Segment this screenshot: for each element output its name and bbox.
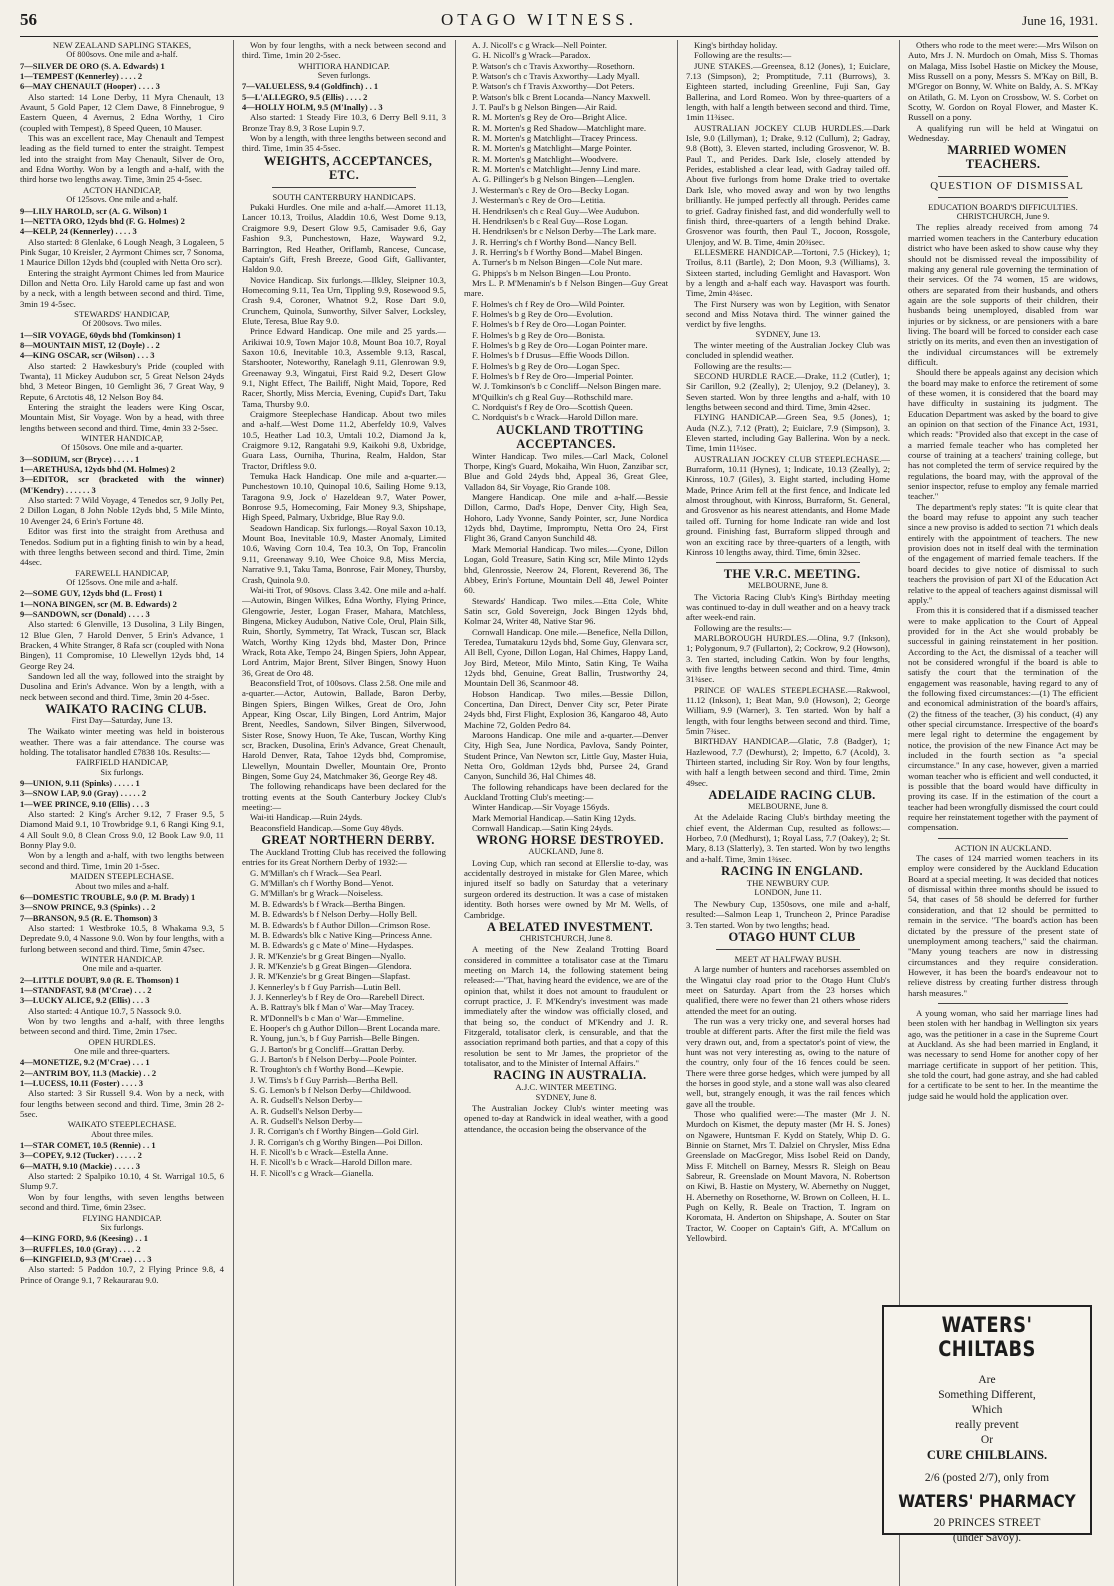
paragraph: J. J. Kennerley's b f Rey de Oro—Rarebell Direct. <box>250 991 425 1002</box>
race-result: 4—MONETIZE, 9.2 (M'Crae) . . . 1 <box>20 1057 150 1068</box>
paragraph: M. B. Edwards's g c Mate o' Mine—Hydaspes. <box>250 940 414 951</box>
paragraph: R. M. Morten's g Red Shadow—Matchlight mare. <box>472 122 647 133</box>
paragraph: J. R. Herring's b f Worthy Bond—Mabel Bingen. <box>472 246 643 257</box>
subheading: CHRISTCHURCH, June 9. <box>956 212 1050 222</box>
race-result: 4—KING FORD, 9.6 (Keesing) . . 1 <box>20 1233 148 1244</box>
paragraph: This was an excellent race, May Chenault and Tempest leading as the field turned to enter the straight. Tempest led into the straight from May Chenault, Silver de Oro, and Edna Worthy. Won by a length and a-half, with the third horse two lengths away. Time, 3min 25 4-5sec. <box>20 133 224 185</box>
race-result: 7—BRANSON, 9.5 (R. E. Thomson) 3 <box>20 912 158 923</box>
paragraph: Also started: 4 Antique 10.7, 5 Nassock 9.0. <box>28 1005 182 1016</box>
headline: THE V.R.C. MEETING. <box>723 567 861 582</box>
paragraph: Won by a length, with three lengths between second and third. Time, 1min 35 4-5sec. <box>242 133 446 154</box>
paragraph: R. M. Morten's g Matchlight—Tracey Princess. <box>472 133 638 144</box>
paragraph: A. R. Gudsell's Nelson Derby— <box>250 1105 363 1116</box>
subheading: Of 150sovs. One mile and a-quarter. <box>61 443 183 453</box>
section-heading: MAIDEN STEEPLECHASE. <box>70 871 174 882</box>
paragraph: H. F. Nicoll's b c Wrack—Estella Anne. <box>250 1147 389 1158</box>
paragraph: Won by four lengths, with a neck between second and third. Time, 1min 20 2-5sec. <box>242 40 446 61</box>
paragraph: R. M. Morten's g Rey de Oro—Bright Alice. <box>472 112 628 123</box>
paragraph: M. B. Edwards's b f Nelson Derby—Holly Bell. <box>250 909 418 920</box>
newspaper-title: OTAGO WITNESS. <box>441 10 637 29</box>
paragraph: Cornwall Handicap.—Satin King 24yds. <box>472 823 614 834</box>
subheading: Seven furlongs. <box>317 71 371 81</box>
headline: OTAGO HUNT CLUB <box>728 929 856 944</box>
race-result: 9—SANDOWN, scr (Donald) . . . . 3 <box>20 608 150 619</box>
paragraph: J. Westerman's c Rey de Oro—Becky Logan. <box>472 184 630 195</box>
ad-line: Which <box>971 1404 1003 1416</box>
column-divider <box>233 40 234 1586</box>
paragraph: J. Kennerley's b f Guy Parrish—Lutin Bell. <box>250 981 401 992</box>
column-4 <box>686 40 890 1586</box>
race-result: 2—SOME GUY, 12yds bhd (L. Frost) 1 <box>20 588 163 599</box>
headline: WEIGHTS, ACCEPTANCES, ETC. <box>263 153 433 182</box>
race-result: 7—SILVER DE ORO (S. A. Edwards) 1 <box>20 60 165 71</box>
paragraph: M'Quilkin's ch g Real Guy—Rothschild mare. <box>472 391 633 402</box>
paragraph: C. Nordquist's f Rey de Oro—Scottish Queen. <box>472 402 633 413</box>
paragraph: G. M'Millan's br g Wrack—Noiseless. <box>250 888 383 899</box>
race-result: 1—NONA BINGEN, scr (M. B. Edwards) 2 <box>20 598 177 609</box>
subheading: SYDNEY, June 8. <box>535 1092 597 1102</box>
race-result: 1—SIR VOYAGE, 60yds bhd (Tomkinson) 1 <box>20 329 182 340</box>
paragraph: P. Watson's ch c Travis Axworthy—Lady Myall. <box>472 71 640 82</box>
paragraph: Sandown led all the way, followed into the straight by Dusolina and Erin's Advance. Won by a length, with a neck between second and third. Time, 3min 20 4-5sec. <box>20 670 224 702</box>
paragraph: Entering the straight the leaders were King Oscar, Mountain Mist, Sir Voyage. Won by a head, with three lengths between second and third. Time, 4min 33 2-5sec. <box>20 402 224 433</box>
subheading: One mile and a-quarter. <box>82 964 162 974</box>
race-result: 3—LUCKY ALICE, 9.2 (Ellis) . . . 3 <box>20 995 150 1006</box>
paragraph: P. Watson's ch f Travis Axworthy—Dot Peters. <box>472 81 635 92</box>
subheading: Of 800sovs. One mile and a-half. <box>66 50 178 60</box>
section-heading: ACTON HANDICAP, <box>82 184 162 195</box>
paragraph: A young woman, who said her marriage lines had been stolen with her handbag in Wellington six years ago, was the petitioner in a case in the Supreme Court at Auckland. As she had been married in England, it was necessary to send Home for another copy of her marriage certificate in support of her petition. This, she told the court, had gone astray, and she had cabled for a certificate to be sent to her. In the meantime the judge said he would hold the application over. <box>908 1007 1098 1101</box>
paragraph: Also started: 2 King's Archer 9.12, 7 Fraser 9.5, 5 Diamond Maid 9.1, 10 Trowbridge 9.1, 6 Rangi King 9.1, 4 All Soult 9.0, 8 Clean Cross 9.0, 12 Book Law 9.0, 11 Bonny Play 9.0. <box>20 809 224 851</box>
subheading: MELBOURNE, June 8. <box>747 802 829 812</box>
race-result: 1—STANDFAST, 9.8 (M'Crae) . . . 2 <box>20 984 152 995</box>
paragraph: R. Troughton's ch f Worthy Bond—Kewpie. <box>250 1064 404 1075</box>
paragraph: R. M. Morten's c Matchlight—Jenny Lind mare. <box>472 164 641 175</box>
paragraph: A. Turner's b m Nelson Bingen—Cole Nut mare. <box>472 257 643 268</box>
section-heading: A.J.C. WINTER MEETING. <box>515 1082 617 1093</box>
race-result: 1—WEE PRINCE, 9.10 (Ellis) . . . 3 <box>20 798 150 809</box>
section-heading: OPEN HURDLES. <box>88 1036 156 1047</box>
race-result: 3—SODIUM, scr (Bryce) . . . . . 1 <box>20 453 140 464</box>
paragraph: Winter Handicap.—Sir Voyage 156yds. <box>472 802 610 813</box>
paragraph: M. B. Edwards's b f Author Dillon—Crimson Rose. <box>250 919 431 930</box>
paragraph: W. J. Tomkinson's b c Concliff—Nelson Bingen mare. <box>472 381 662 392</box>
paragraph: Also started: 14 Lone Derby, 11 Myra Chenault, 13 Avaunt, 5 Gold Paper, 12 Clem Dawe, 8 Finnebrogue, 9 Eastern Queen, 4 Avernus, 2 Edna Worthy, 1 Ciro (coupled with Tempest), 8 Speed Queen, 10 Mauser. <box>20 91 224 133</box>
section-heading: WHITIORA HANDICAP. <box>298 60 390 71</box>
section-heading: FLYING HANDICAP. <box>82 1212 162 1223</box>
paragraph: A. J. Nicoll's c g Wrack—Nell Pointer. <box>472 40 607 50</box>
column-1 <box>20 40 224 1586</box>
paragraph: Also started: 2 Spalpiko 10.10, 4 St. Warrigal 10.5, 6 Slump 9.7. <box>20 1171 224 1192</box>
paragraph: The Newbury Cup, 1350sovs, one mile and a-half, resulted:—Salmon Leap 1, Truncheon 2, Prince Paradise 3. Ten started. Won by two lengths; head. <box>686 898 890 930</box>
ad-title: WATERS' CHILTABS <box>938 1313 1036 1361</box>
race-result: 3—SNOW PRINCE, 9.3 (Spinks) . . 2 <box>20 902 156 913</box>
paragraph: F. Holmes's b f Rey de Oro—Logan Pointer. <box>472 319 627 330</box>
paragraph: F. Holmes's b g Rey de Oro—Bonista. <box>472 329 606 340</box>
headline: WRONG HORSE DESTROYED. <box>476 833 664 848</box>
paragraph: Also started: 2 Hawkesbury's Pride (coupled with Twanta), 11 Mickey Audubon scr, 5 Great Nelson 24yds bhd, 3 Meteor Bingen, 10 Gemlight 36, 7 Great Way, 9 Repute, 6 Arctotis 48, 12 Nelson Boy 84. <box>20 360 224 402</box>
paragraph: The Victoria Racing Club's King's Birthday meeting was continued to-day in dull weather and on a heavy track after week-end rain. <box>686 591 890 623</box>
paragraph: G. J. Barton's b f Nelson Derby—Poole Pointer. <box>250 1053 417 1064</box>
race-result: 3—SNOW LAP, 9.0 (Gray) . . . . . 2 <box>20 788 147 799</box>
paragraph: Beaconsfield Handicap.—Some Guy 48yds. <box>250 822 404 833</box>
section-heading: SOUTH CANTERBURY HANDICAPS. <box>272 191 416 202</box>
paragraph: F. Holmes's b g Rey de Oro—Logan Pointer mare. <box>472 339 648 350</box>
race-result: 4—KING OSCAR, scr (Wilson) . . . 3 <box>20 350 155 361</box>
paragraph: F. Holmes's b g Rey de Oro—Logan Spec. <box>472 360 620 371</box>
paragraph: H. Hendriksen's ch c Real Guy—Wee Audubon. <box>472 205 640 216</box>
race-result: 1—NETTA ORO, 12yds bhd (F. G. Holmes) 2 <box>20 215 185 226</box>
paragraph: The Australian Jockey Club's winter meeting was opened to-day at Randwick in ideal weather, with a good attendance, the occasion being the observance of the <box>464 1103 668 1134</box>
paragraph: Beaconsfield Trot, of 100sovs. Class 2.58. One mile and a-quarter.—Actor, Autowin, Ballade, Baron Derby, Bingen Spiers, Bingen Wilkes, Great de Oro, John Appear, King Oscar, Lily Bingen, Lord Antrim, Major Brent, Needles, Sandown, Silver Bingen, Silverwood, Sister Rose, Snowy Huon, Te Ake, Tuscan, Worthy King scr, Bracken, Dusolina, Erin's Advance, Great Chenault, Harold Denver, Rata, Tahoe 12yds bhd, Compromise, Llewellyn, Mountain Dweller, Mountain Ore, Pronto Bingen, Some Guy 24, Matchmaker 36, George Rey 48. <box>242 677 446 782</box>
paragraph: Craigmore Steeplechase Handicap. About two miles and a-half.—West Dome 11.2, Aberfeldy 10.9, Valves 10.5, Heather Lad 10.3, Umtali 10.2, Diamond Ja k, Craigmore 9.12, Rangatahi 9.9, Kaikohi 9.8, Uxbridge, Guara Lass, Ourniha, Thurina, Realm, Haldon, Star Tractor, Driftless 9.0. <box>242 409 446 471</box>
subheading: AUCKLAND, June 8. <box>528 847 604 857</box>
ad-line: Something Different, <box>938 1389 1036 1401</box>
paragraph: Loving Cup, which ran second at Ellerslie to-day, was accidentally destroyed in mistake for Glen Maree, which injured itself so badly on Saturday that a veterinary surgeon ordered its destruction. It was a case of mistaken identity. Both horses were owned by Mr M. Wells, of Cambridge. <box>464 857 668 920</box>
paragraph: M. B. Edwards's b f Wrack—Bertha Bingen. <box>250 898 406 909</box>
paragraph: A. R. Gudsell's Nelson Derby— <box>250 1116 363 1127</box>
paragraph: Also started: 1 Steady Fire 10.3, 6 Derry Bell 9.11, 3 Bronze Tray 8.9, 3 Rose Lupin 9.7. <box>242 112 446 133</box>
paragraph: Also started: 1 Westbroke 10.5, 8 Whakama 9.3, 5 Depredate 9.0, 4 Nassone 9.0. Won by four lengths, with a furlong between second and third. Time, 5min 47sec. <box>20 922 224 954</box>
rule <box>938 838 1068 839</box>
paragraph: Those who qualified were:—The master (Mr J. N. Murdoch on Kismet, the deputy master (Mr H. S. Jones) on Ngawere, Huntsman F. Kydd on Stately, Whip D. G. Binnie on Starnet, Mrs T. Dalziel on Chrysler, Miss Edna Greenslade on MacGregor, Miss Isobel Reid on Dandy, Miss F. Mitchell on Barney, Messrs R. Sleigh on Beau Sabreur, R. Greenslade on Mount Mavora, N. Robertson on Kiwi, B. Hastie on Mystery, W. Abernethy on Nugget, H. Abernethy on Rosethorne, W. Brown on Colleen, H. L. Pugh on Kelly, R. Beale on Traction, T. Ingram on Koromata, H. Anderton on Shipshape, A. Souter on Star Tractor, W. Cooper on Captain's Gift, A. M'Callum on Yellowbird. <box>686 1109 890 1244</box>
paragraph: Hobson Handicap. Two miles.—Bessie Dillon, Concertina, Dan Direct, Denver City scr, Peter Pirate 24yds bhd, First Flight, Explosion 36, Kangaroo 48, Auto Machine 72, Golden Pedro 84. <box>464 688 668 730</box>
race-result: 5—L'ALLEGRO, 9.5 (Ellis) . . . . 2 <box>242 91 368 102</box>
paragraph: Pukaki Hurdles. One mile and a-half.—Amoret 11.13, Lancer 10.13, Troilus, Aladdin 10.6, West Dome 9.13, Craigmore 9.9, Desert Glow 9.5, Camisader 9.6, Gay Fashion 9.3, Punchestown, Haze, Wayward 9.2, Barrington, Red Heather, Oriflamb, Rancese, Cuncase, Captain's Gift, Fresh Breeze, Good Gift, Gallivanter, Haldon 9.0. <box>242 202 446 275</box>
paragraph: F. Holmes's b g Rey de Oro—Evolution. <box>472 308 613 319</box>
section-heading: WINTER HANDICAP. <box>80 953 164 964</box>
paragraph: At the Adelaide Racing Club's birthday meeting the chief event, the Alderman Cup, resulted as follows:—Horbeo, 7.0 (Medhurst), 1; Royal Lass, 7.7 (Oakey), 2; St. Mary, 8.13 (Slatterly), 3. Ten started. Won by two lengths and a-half. Time, 3min 1¾sec. <box>686 812 890 864</box>
race-result: 1—ARETHUSA, 12yds bhd (M. Holmes) 2 <box>20 464 176 475</box>
paragraph: Maroons Handicap. One mile and a-quarter.—Denver City, High Sea, June Nordica, Pavlova, Sandy Pointer, Student Prince, Van Newton scr, Little Guy, Master Huia, Netta Oro, Goldman 12yds bhd, Pursee 24, Grand Canyon, Sunchild 36, Hal Chimes 48. <box>464 730 668 782</box>
paragraph: H. Hendriksen's br c Nelson Derby—The Lark mare. <box>472 226 657 237</box>
subheading: LONDON, June 11. <box>754 888 822 898</box>
paragraph: PRINCE OF WALES STEEPLECHASE.—Rakwool, 11.12 (Inkson), 1; Beat Man, 9.0 (Howson), 2; George William, 9.9 (Warner), 3. Ten started. Won by half a length, with four lengths between second and third. Time, 5min 7¾sec. <box>686 684 890 736</box>
race-result: 7—VALUELESS, 9.4 (Goldfinch) . . 1 <box>242 81 379 92</box>
paragraph: G. M'Millan's ch f Worthy Bond—Yenot. <box>250 878 394 889</box>
paragraph: R. M. Morten's g Matchlight—Marge Pointer. <box>472 143 632 154</box>
subheading: About three miles. <box>90 1129 154 1139</box>
paragraph: Mark Memorial Handicap.—Satin King 12yds. <box>472 812 637 823</box>
paragraph: F. Holmes's b f Drusus—Effie Woods Dillon. <box>472 350 630 361</box>
paragraph: H. Hendriksen's b c Real Guy—Rose Logan. <box>472 215 628 226</box>
section-heading: EDUCATION BOARD'S DIFFICULTIES. <box>928 201 1078 212</box>
headline: RACING IN ENGLAND. <box>721 864 863 879</box>
subheading: One mile and three-quarters. <box>74 1047 170 1056</box>
paragraph: Also started: 7 Wild Voyage, 4 Tenedos scr, 9 Jolly Pet, 2 Dillon Logan, 8 John Noble 12yds bhd, 5 Mile Minto, 10 Avenger 24, 6 Erin's Fortune 48. <box>20 495 224 526</box>
rule <box>938 1003 1068 1004</box>
paragraph: From this it is considered that if a dismissed teacher were to make application to the Court of Appeal provided for in the Act she would probably be successful in gaining reinstatement in her position. According to the Act, the dismissal of a teacher will not be considered wrongful if the board is able to satisfy the court that the termination of the engagement was reasonable, having regard to any of the following fixed circumstances:—(1) The efficient and economical administration of the board's affairs, (2) the fitness of the teacher, (3) his conduct, (4) any other special circumstance. Irrespective of the board's mere legal right to determine the engagement by notice, the provision of the new Finance Act may be included in the fourth section as "a special circumstance." In any case, however, given a married woman teacher who is efficient and well conducted, it is possible that the board would have difficulty in proving its case. If in the estimation of the court a teacher had been wrongfully dismissed the court could require her reinstatement together with the payment of compensation. <box>908 605 1098 833</box>
paragraph: J. Westerman's c Rey de Oro—Letitia. <box>472 195 606 206</box>
paragraph: H. F. Nicoll's c g Wrack—Gianella. <box>250 1167 374 1178</box>
ad-note: (under Savoy). <box>952 1532 1022 1544</box>
paragraph: BIRTHDAY HANDICAP.—Glatic, 7.8 (Badger), 1; Hazlewood, 7.7 (Dewhurst), 2; Impetto, 6.7 (Acold), 3. Thirteen started, including Sir Roy. Won by four lengths, with half a length between second and third. Time, 2min 49sec. <box>686 736 890 788</box>
paragraph: The following rehandicaps have been declared for the Auckland Trotting Club's meeting:— <box>464 781 668 803</box>
section-heading: FAREWELL HANDICAP, <box>75 567 169 578</box>
paragraph: Following are the results:— <box>694 360 792 371</box>
paragraph: Won by four lengths, with seven lengths between second and third. Time, 6min 23sec. <box>20 1191 224 1213</box>
paragraph: The replies already received from among 74 married women teachers in the Canterbury education district who have been asked to show cause why they should not be dismissed reveal the impossibility of making any general rule governing the termination of their services. Of the 74 women, 15 are widows, others are separated from their husbands, and others again are the sole supports of their children, their husbands being unemployed, disabled from war injuries or by sickness, or are pensioners with a bare living. The board will be forced to consider each case strictly on its merits, and even then an investigation of the individual circumstances will be extremely difficult. <box>908 222 1098 367</box>
paragraph: J. R. Corrigan's ch g Worthy Bingen—Poi Dillon. <box>250 1136 423 1147</box>
race-result: 1—TEMPEST (Kennerley) . . . . 2 <box>20 71 143 82</box>
rule <box>938 176 1068 177</box>
paragraph: J. R. M'Kenzie's br g Great Bingen—Nyallo. <box>250 950 406 961</box>
paragraph: Following are the results:— <box>694 50 792 61</box>
headline: A BELATED INVESTMENT. <box>487 919 653 934</box>
paragraph: The Waikato winter meeting was held in boisterous weather. There was a fair attendance. The course was holding. The totalisator handled £7838 10s. Results:— <box>20 726 224 758</box>
subheadline: QUESTION OF DISMISSAL <box>930 180 1084 193</box>
paragraph: R. M. Morten's g Matchlight—Woodvere. <box>472 153 618 164</box>
paragraph: Following are the results:— <box>694 622 792 633</box>
section-heading: WAIKATO STEEPLECHASE. <box>67 1119 177 1130</box>
race-result: 2—LITTLE DOUBT, 9.0 (R. E. Thomson) 1 <box>20 974 180 985</box>
ad-address: 20 PRINCES STREET <box>933 1517 1041 1529</box>
headline: MARRIED WOMEN TEACHERS. <box>947 143 1067 172</box>
paragraph: P. Watson's ch c Travis Axworthy—Rosethorn. <box>472 60 635 71</box>
race-result: 6—MATH, 9.10 (Mackie) . . . . . 3 <box>20 1160 141 1171</box>
paragraph: Mrs L. P. M'Menamin's b f Nelson Bingen—Guy Great mare. <box>464 277 668 299</box>
paragraph: Wai-iti Trot, of 90sovs. Class 3.42. One mile and a-half.—Autowin, Bingen Wilkes, Edna Worthy, Flying Prince, Glengowrie, Jester, Logan Fraser, Mahara, Matchless, Bingena, Mickey Audubon, Native Cole, Orul, Plain Silk, Ruin, Shortly, Symmetry, Tat Wrack, Tuscan scr, Black Watch, Worthy King 12yds bhd, Master Don, Prince Wrack, Rota Ake, Tempo 24, Bingen Spiers, John Appear, Lord Antrim, Major Brent, Silver Bingen, Snowy Huon 36, Great de Oro 48. <box>242 584 446 678</box>
paragraph: R. Young, jun.'s, b f Guy Parrish—Belle Bingen. <box>250 1033 420 1044</box>
paragraph: The winter meeting of the Australian Jockey Club was concluded in splendid weather. <box>686 339 890 361</box>
paragraph: The run was a very tricky one, and several horses had trouble at different parts. After the first mile the field was very drawn out, and, from a spectator's point of view, the hunt was not very interesting as, owing to the nature of the country, only four of the 16 fences could be seen. There were three gorse hedges, which were jumped by all the horses in good style, and a stone wall was also cleared well, but, strangely enough, it was the rail fences which gave all the trouble. <box>686 1015 890 1109</box>
paragraph: Won by a length and a-half, with two lengths between second and third. Time, 1min 20 1-5sec. <box>20 850 224 871</box>
paragraph: G. H. Nicoll's g Wrack—Paradox. <box>472 50 591 61</box>
section-heading: ACTION IN AUCKLAND. <box>954 842 1052 853</box>
race-result: 2—ANTRIM BOY, 11.3 (Mackie) . . 2 <box>20 1067 157 1078</box>
paragraph: Won by two lengths and a-half, with three lengths between second and third. Time, 2min 17sec. <box>20 1015 224 1037</box>
subheading: Of 125sovs. One mile and a-half. <box>66 577 178 587</box>
section-heading: THE NEWBURY CUP. <box>746 878 830 889</box>
paragraph: Stewards' Handicap. Two miles.—Etta Cole, White Satin scr, Gold Sovereign, Jock Bingen 12yds bhd, Kolmar 24, Writer 48, Native Star 96. <box>464 595 668 627</box>
paragraph: A large number of hunters and racehorses assembled on the Wingatui clay road prior to the Otago Hunt Club's meet on Saturday. Apart from the 23 horses which qualified, there were no fewer than 21 others whose riders attended the meet for an outing. <box>686 964 890 1016</box>
section-heading: WINTER HANDICAP, <box>80 433 164 444</box>
issue-date: June 16, 1931. <box>1022 13 1098 28</box>
rule <box>272 187 416 188</box>
paragraph: MARLBOROUGH HURDLES.—Olina, 9.7 (Inkson), 1; Polygonum, 9.7 (Fullarton), 2; Cockrow, 9.2 (Howson), 3. Ten started, including Catkin. Won by four lengths, with five lengths between second and third. Time, 4min 31¾sec. <box>686 632 890 685</box>
paragraph: M. B. Edwards's blk c Native King—Princess Anne. <box>250 929 433 940</box>
subheading: First Day—Saturday, June 13. <box>71 716 173 725</box>
ad-line: really prevent <box>955 1419 1019 1431</box>
paragraph: S. G. Lemon's b f Nelson Derby—Childwood. <box>250 1085 412 1095</box>
rule <box>938 197 1068 198</box>
paragraph: H. F. Nicoll's b c Wrack—Harold Dillon mare. <box>250 1157 413 1168</box>
paragraph: A qualifying run will be held at Wingatui on Wednesday. <box>908 122 1098 144</box>
paragraph: A. R. Gudsell's Nelson Derby— <box>250 1095 363 1106</box>
paragraph: J. R. Herring's ch f Worthy Bond—Nancy Bell. <box>472 236 637 247</box>
paragraph: C. Nordquist's b c Wrack—Harold Dillon mare. <box>472 412 639 423</box>
ad-price: 2/6 (posted 2/7), only from <box>924 1472 1050 1484</box>
paragraph: Mangere Handicap. One mile and a-half.—Bessie Dillon, Carmo, Dad's Hope, Denver City, High Sea, Hohoro, Lady Yvonne, Sandy Pointer, scr, June Nordica 12yds bhd, Daytime, Impromptu, Netta Oro 24, First Flight 36, Grand Canyon Sunchild 48. <box>464 492 668 544</box>
subheading: Six furlongs. <box>100 767 144 777</box>
paragraph: The Auckland Trotting Club has received the following entries for its Great Northern Derby of 1932:— <box>242 847 446 868</box>
column-divider <box>455 40 456 1586</box>
race-result: 4—KELP, 24 (Kennerley) . . . . 3 <box>20 226 137 237</box>
paragraph: The department's reply states: "It is quite clear that the board may refuse to appoint any such teacher since a new proviso is added to section 71 which deals entirely with the appointment of teachers. The new provision does not in itself deal with the termination of the engagement of married female teachers. If the board decides to give notice of dismissal to such teachers the provision of part XI of the Education Act relative to the appeal of teachers against dismissal will apply." <box>908 501 1098 605</box>
column-3 <box>464 40 668 1586</box>
paragraph: Should there be appeals against any decision which the board may make to enforce the retirement of some of these women, it is considered that the board may have difficulty in sustaining its judgment. The Education Department was asked by the board to give an opinion on that section of the Finance Act, 1931, which reads: "Provided also that except in the case of a married female teacher who has completed her course of training at a teachers' training college, but has not completed the term of service required by the regulations, the board may, with the approval of the senior inspector, refuse to employ any female married teacher." <box>908 367 1098 502</box>
section-heading: NEW ZEALAND SAPLING STAKES, <box>52 40 192 50</box>
paragraph: Temuka Hack Handicap. One mile and a-quarter.—Punchestown 10.10, Quinopal 10.6, Sailing Home 9.13, Taragona 9.9, Jock o' Hazeldean 9.7, Water Power, Bonrose 9.5, Homecoming, Fair Money 9.3, Shipshape, High Speed, Palmary, Uxbridge, Blue Ray 9.0. <box>242 471 446 523</box>
subheading: Of 200sovs. Two miles. <box>82 319 162 329</box>
paragraph: JUNE STAKES.—Greensea, 8.12 (Jones), 1; Euiclare, 7.13 (Simpson), 2; Promptitude, 7.11 (Burrows), 3. Eighteen started, including Greenline, Fuji San, Gay Ballerina, and Lord Romeo. Won by three-quarters of a length, with half a length between second and third. Time, 1min 11¾sec. <box>686 60 890 123</box>
headline: WAIKATO RACING CLUB. <box>45 702 207 716</box>
race-result: 4—HOLLY HOLM, 9.5 (M'Inally) . . 3 <box>242 102 383 113</box>
race-result: 9—UNION, 9.11 (Spinks) . . . . . 1 <box>20 778 140 789</box>
column-divider <box>677 40 678 1586</box>
subheading: Of 125sovs. One mile and a-half. <box>66 195 178 205</box>
race-result: 3—RUFFLES, 10.0 (Gray) . . . . 2 <box>20 1243 141 1254</box>
paragraph: R. M'Donnell's b c Man o' War—Emmeline. <box>250 1012 404 1023</box>
paragraph: Prince Edward Handicap. One mile and 25 yards.—Arikiwai 10.9, Town Major 10.8, Mount Boa 10.7, Royal Saxon 10.6, Inevitable 10.3, Assemble 9.13, Rascal, Starshooter, Noteworthy, Ranelagh 9.11, Glenrowan 9.9, Greenaway 9.3, Wingatui, First Raid 9.2, Desert Glow 9.1, Night Effect, The Bailiff, Night Maid, Topore, Red Racer, Shortly, Miss Mercia, Evening, Cupid's Dart, Taku Tama, Thursby 9.0. <box>242 326 446 409</box>
paragraph: P. Watson's blk c Brent Locanda—Nancy Maxwell. <box>472 91 651 102</box>
race-result: 3—EDITOR, scr (bracketed with the winner) (M'Kendry) . . . . . . 3 <box>20 474 224 495</box>
subheading: About two miles and a-half. <box>75 881 169 891</box>
paragraph: Seadown Handicap. Six furlongs.—Royal Saxon 10.13, Mount Boa, Inevitable 10.9, Master Anomaly, Limited 10.6, Waving Corn 10.4, Tea 10.3, On Top, Francolin 9.11, Greenaway 9.10, Wee Choice 9.8, Miss Mercia, Narrative 9.1, Taku Tama, Bonrose, Fair Money, Thursby, Crash, Quinola 9.0. <box>242 522 446 585</box>
race-result: 6—DOMESTIC TROUBLE, 9.0 (P. M. Brady) 1 <box>20 891 196 902</box>
race-result: 1—LUCESS, 10.11 (Foster) . . . . 3 <box>20 1078 144 1089</box>
paragraph: Mark Memorial Handicap. Two miles.—Cyone, Dillon Logan, Gold Treasure, Satin King scr, Mile Minto 12yds bhd, Glenrossie, Neerow 24, Florent, Reverend 36, The Abbey, Erin's Fortune, Mountain Dell 48, Jewel Pointer 60. <box>464 543 668 596</box>
column-2 <box>242 40 446 1586</box>
paragraph: G. Phipps's b m Nelson Bingen—Lou Pronto. <box>472 267 631 278</box>
headline: AUCKLAND TROTTING ACCEPTANCES. <box>496 422 644 451</box>
chiltabs-advertisement <box>882 1305 1092 1544</box>
paragraph: J. T. Paul's b g Nelson Bingen—Air Raid. <box>472 102 618 113</box>
paragraph: Novice Handicap. Six furlongs.—Ilkley, Sleipner 10.3, Homecoming 9.11, Tea Urn, Tippling 9.9, Rosewood 9.5, Crash 9.4, Coroner, Whatnot 9.2, Rose Dart 9.0, Crunchem, Quinola, Sunworthy, Silver Salver, Locksley, Elute, Teresa, Blue Ray 9.0. <box>242 274 446 326</box>
paragraph: The following rehandicaps have been declared for the trotting events at the South Canterbury Jockey Club's meeting:— <box>242 781 446 813</box>
race-result: 8—MOUNTAIN MIST, 12 (Doyle) . . 2 <box>20 339 160 350</box>
page-number: 56 <box>20 10 37 29</box>
column-5 <box>908 40 1098 1296</box>
paragraph: J. R. M'Kenzie's br g Great Bingen—Slapfast. <box>250 971 411 982</box>
paragraph: SECOND HURDLE RACE.—Drake, 11.2 (Cutler), 1; Sir Carillon, 9.2 (Zeally), 2; Ulenjoy, 9.2 (Delaney), 3. Seven started. Won by three lengths and a-half, with 10 lengths between second and third. Time, 3min 42sec. <box>686 371 890 413</box>
headline: GREAT NORTHERN DERBY. <box>261 833 435 848</box>
race-result: 6—MAY CHENAULT (Hooper) . . . . 3 <box>20 81 160 92</box>
paragraph: AUSTRALIAN JOCKEY CLUB STEEPLECHASE.—Burraform, 10.11 (Hynes), 1; Indicate, 10.13 (Zeally), 2; Kinross, 10.7 (Giles), 3. Eight started, including Home Made, Prince Arim fell at the first fence, and Indicate led almost throughout, with Kinross, Burraform, St. General, and Grosvenor as his nearest attendants, and Home Made tailed off. Turning for home Indicate ran wide and lost ground. Finishing fast, Burraform slipped through and won an exciting race by three-quarters of a length, with Kinross 10 lengths away, third. Time, 6min 32sec. <box>686 453 890 557</box>
paragraph: Also started: 3 Sir Russell 9.4. Won by a neck, with four lengths between second and third. Time, 3min 28 2-5sec. <box>20 1088 224 1120</box>
section-heading: STEWARDS' HANDICAP, <box>74 308 170 319</box>
paragraph: J. W. Tims's b f Guy Parrish—Bertha Bell. <box>250 1074 398 1085</box>
race-result: 9—LILY HAROLD, scr (A. G. Wilson) 1 <box>20 205 168 216</box>
paragraph: F. Holmes's b f Rey de Oro—Imperial Pointer. <box>472 371 634 381</box>
rule <box>716 562 860 563</box>
paragraph: G. M'Millan's ch f Wrack—Sea Pearl. <box>250 867 382 878</box>
paragraph: AUSTRALIAN JOCKEY CLUB HURDLES.—Dark Isle, 9.0 (Lillyman), 1; Drake, 9.12 (Cullum), 2; Gadray, 9.8 (Bott), 3. Eleven started, including Grosvenor, W. B. Paul T., and Perides. Dark Isle, closely attended by Perides, established a clear lead, with Gadray tailed off. About five furlongs from home Drake tried to overtake Dark Isle, who moved away and won by two lengths brilliantly. He jumped perfectly all through. Perides came to grief. Gadray finished fast, and did wonderfully well to finish third, three-quarters of a length behind Drake. Grosvenor was fourth, then Paul T., Jocoon, Rossgole, Ulenjoy, and W. B. Time, 4min 20¾sec. <box>686 122 890 247</box>
paragraph: E. Hooper's ch g Author Dillon—Brent Locanda mare. <box>250 1022 440 1033</box>
paragraph: The cases of 124 married women teachers in its employ were considered by the Auckland Education Board at a special meeting. It was decided that notices of dismissal within three months should be issued to 54, that cases of 58 should be deferred for further consideration, and that 12 should be permitted to remain in the service. "The board's action has been dictated by the pressure of the present state of unemployment among teachers," said the chairman. "Many young teachers are now in distressing circumstances and they require consideration. However, it has been the board's endeavour not to relieve distress by creating further distress through harsh measures." <box>908 853 1098 998</box>
paragraph: J. R. Corrigan's ch f Worthy Bingen—Gold Girl. <box>250 1126 419 1137</box>
paragraph: Cornwall Handicap. One mile.—Benefice, Nella Dillon, Teredea, Tumatakuru 12yds bhd, Some Guy, Glenvara scr, All Bell, Cyone, Dillon Logan, Hal Chimes, Happy Land, Joy Bird, Meteor, Milo Minto, Satin King, Te Waiha 12yds bhd, Genuine, Great Ballin, Trustworthy 24, Mountain Dell 36, Scanmoor 48. <box>464 626 668 689</box>
paragraph: Also started: 5 Paddon 10.7, 2 Flying Prince 9.8, 4 Prince of Orange 9.1, 7 Rekaurarau 9.0. <box>20 1264 224 1285</box>
paragraph: G. J. Barton's br g Concliff—Grattan Derby. <box>250 1043 405 1054</box>
section-heading: MEET AT HALFWAY BUSH. <box>734 953 842 964</box>
race-result: 1—STAR COMET, 10.5 (Rennie) . . 1 <box>20 1140 156 1151</box>
paragraph: Editor was first into the straight from Arethusa and Tenedos. Sodium put in a fighting finish to win by a head, with three lengths between second and third. Time, 2min 44sec. <box>20 526 224 568</box>
subheading: Six furlongs. <box>100 1222 144 1232</box>
paragraph: Also started: 6 Glenville, 13 Dusolina, 3 Lily Bingen, 12 Blue Glen, 7 Harold Denver, 5 Erin's Advance, 1 Bracken, 4 White Stranger, 8 Rafa scr (coupled with Nona Bingen), 11 Compromise, 10 Llewellyn 12yds bhd, 14 George Rey 24. <box>20 619 224 671</box>
section-heading: FAIRFIELD HANDICAP, <box>75 757 169 768</box>
paragraph: Entering the straight Ayrmont Chimes led from Maurice Dillon and Netta Oro. Lily Harold came up fast and won by a neck, with a length between second and third. Time, 3min 19 4-5sec. <box>20 267 224 309</box>
paragraph: Wai-iti Handicap.—Ruin 24yds. <box>250 812 363 823</box>
rule <box>716 949 860 950</box>
ad-line: Are <box>978 1374 996 1386</box>
race-result: 3—COPEY, 9.12 (Tucker) . . . . . 2 <box>20 1150 142 1161</box>
subheading: CHRISTCHURCH, June 8. <box>519 933 613 943</box>
paragraph: A. B. Rattray's blk f Man o' War—May Tracey. <box>250 1002 415 1013</box>
paragraph: King's birthday holiday. <box>694 40 778 50</box>
paragraph: A meeting of the New Zealand Trotting Board considered in committee a totalisator case at the Timaru meeting on March 14, the following statement being released:—"That, having heard the evidence, we are of the opinion that, whilst it does not amount to fraudulent or corrupt practice, J. F. M'Kendry's investment was made immediately after the window was officially closed, and that being so, the conduct of M'Kendry and J. R. Fitzgerald, totalisator clerk, is censurable, and that the association reprimand both parties, and that a copy of this resolution be sent to Mr James, the proprietor of the totalisator, and to the Minister of Internal Affairs." <box>464 944 668 1068</box>
headline: ADELAIDE RACING CLUB. <box>708 788 876 803</box>
ad-line: Or <box>980 1434 994 1446</box>
paragraph: The First Nursery was won by Legition, with Senator second and Miss Notava third. The winner gained the verdict by five lengths. <box>686 298 890 330</box>
paragraph: Also started: 8 Glenlake, 6 Lough Neagh, 3 Logaleen, 5 Pink Sugar, 10 Kreisler, 2 Ayrmont Chimes scr, 7 Sonoma, 1 Maurice Dillon 12yds bhd (coupled with Netta Oro scr). <box>20 236 224 268</box>
subheading: SYDNEY, June 13. <box>755 329 821 339</box>
race-result: 6—KINGFIELD, 9.3 (M'Crae) . . . 3 <box>20 1253 152 1264</box>
paragraph: Winter Handicap. Two miles.—Carl Mack, Colonel Thorpe, King's Guard, Mokaiha, Win Huon, Zanzibar scr, Blue and Gold 24yds bhd, Appeal 36, Great Glee, Valladon 84, Sir Voyage, Rio Grande 108. <box>464 450 668 492</box>
paragraph: A. G. Pillinger's b g Nelson Bingen—Lenglen. <box>472 174 635 185</box>
paragraph: FLYING HANDICAP.—Green Sea, 9.5 (Jones), 1; Auda (N.Z.), 7.12 (Pratt), 2; Euiclare, 7.9 (Simpson), 3. Eleven started, including Gay Ballerina. Won by a neck. Time, 1min 11½sec. <box>686 412 890 454</box>
ad-line: CURE CHILBLAINS. <box>926 1448 1048 1462</box>
paragraph: ELLESMERE HANDICAP.—Tortoni, 7.5 (Hickey), 1; Troilus, 8.11 (Bartle), 2; Don Moon, 9.3 (Williams), 3. Sixteen started, including Gemlight and Havasport. Won by a length and a-half each way. Havasport was fourth. Time, 2min 4¾sec. <box>686 246 890 299</box>
ad-pharmacy: WATERS' PHARMACY <box>898 1492 1076 1512</box>
paragraph: J. R. M'Kenzie's b g Great Bingen—Glendora. <box>250 960 412 971</box>
paragraph: F. Holmes's ch f Rey de Oro—Wild Pointer. <box>472 298 625 309</box>
paragraph: Others who rode to the meet were:—Mrs Wilson on Auto, Mrs J. N. Murdoch on Omah, Miss S. Thomas on Malaga, Miss Isobel Hastie on Mickey the Mouse, Miss Russell on a pony, Messrs S. M'Kay on Bill, B. M'Gregor on Bonny, W. White on Baldy, A. S. M'Kay on Atilath, G. M. Lyon on Crossbow, W. S. Corbet on Scotty, W. Gordon on Royal Flower, and Master K. Russell on a pony. <box>908 40 1098 123</box>
subheading: MELBOURNE, June 8. <box>747 581 829 591</box>
masthead <box>20 10 1098 37</box>
headline: RACING IN AUSTRALIA. <box>493 1068 647 1083</box>
